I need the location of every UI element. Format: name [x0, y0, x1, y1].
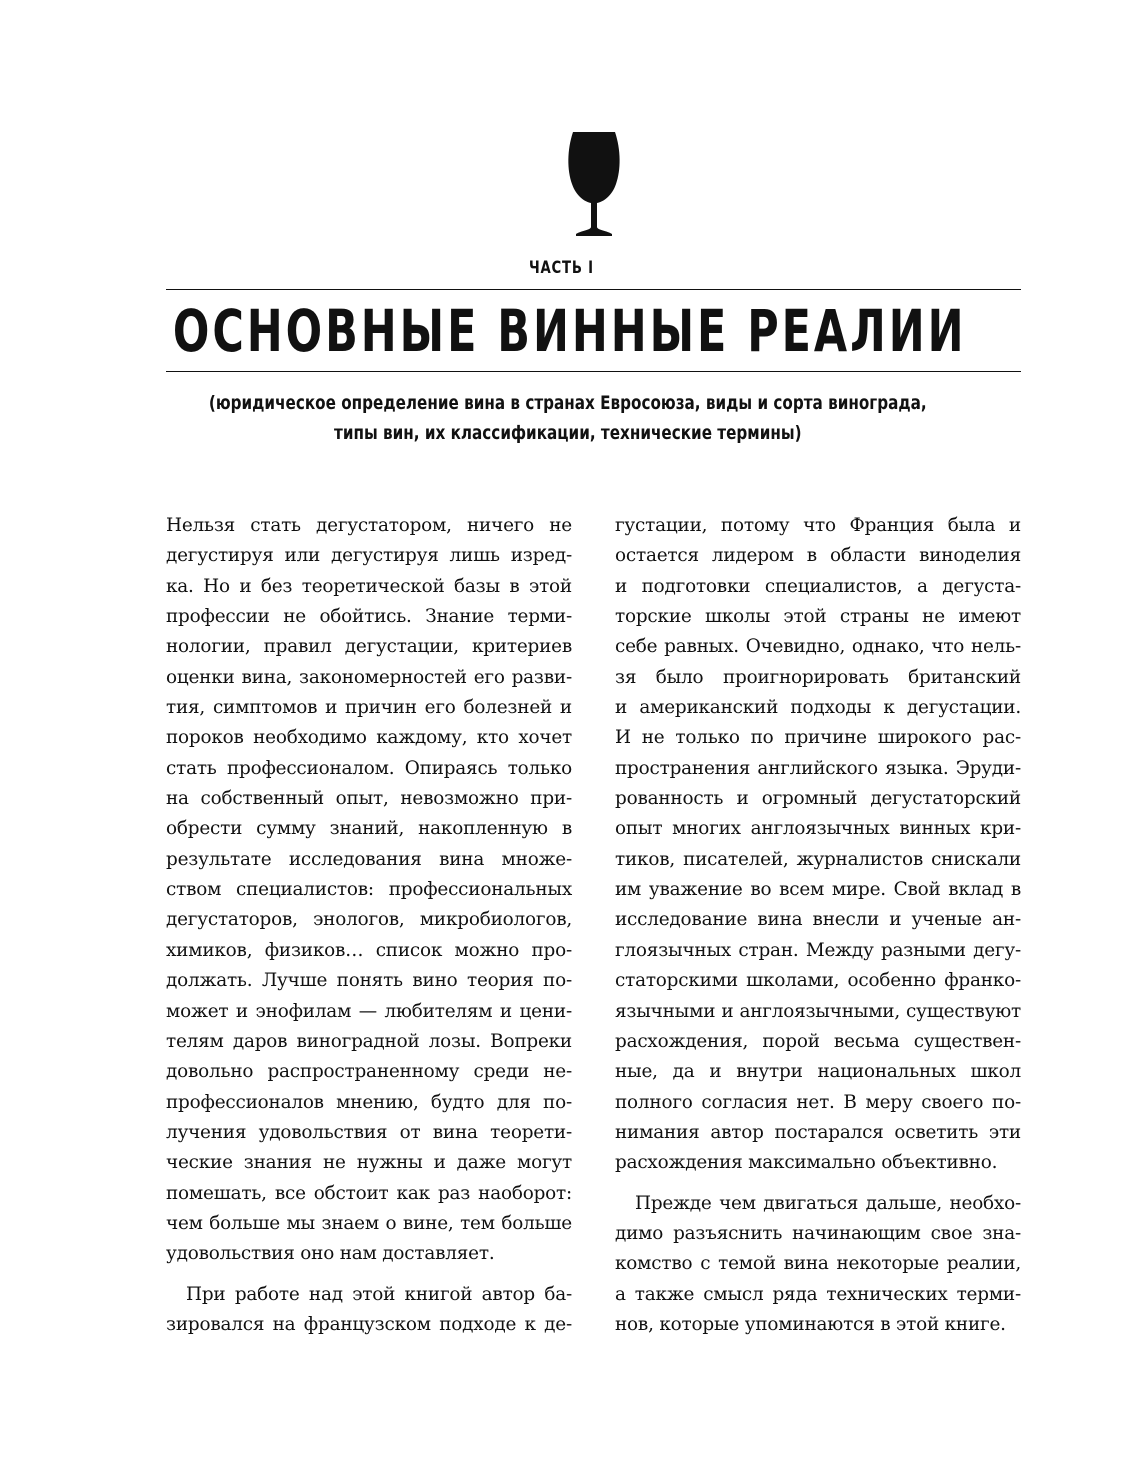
text-line: и американский подходы к дегустации.: [615, 697, 1021, 719]
text-line: чем больше мы знаем о вине, тем больше: [166, 1212, 572, 1234]
text-line: а также смысл ряда технических терми-: [615, 1283, 1021, 1305]
text-line: глоязычных стран. Между разными дегу-: [615, 939, 1021, 961]
right-column: [615, 511, 1021, 1340]
text-line: комство с темой вина некоторые реалии,: [615, 1253, 1021, 1275]
text-line: Прежде чем двигаться дальше, необхо-: [635, 1192, 1021, 1214]
text-line: И не только по причине широкого рас-: [615, 727, 1021, 749]
text-line: исследование вина внесли и ученые ан-: [615, 909, 1021, 931]
text-line: рованность и огромный дегустаторский: [615, 788, 1021, 810]
text-line: помешать, все обстоит как раз наоборот:: [166, 1182, 572, 1204]
text-line: димо разъяснить начинающим свое зна-: [615, 1222, 1021, 1244]
text-line: пространения английского языка. Эруди-: [615, 757, 1021, 779]
text-line: стать профессионалом. Опираясь только: [166, 757, 572, 779]
text-line: дегустаторов, энологов, микробиологов,: [166, 909, 572, 931]
text-line: им уважение во всем мире. Свой вклад в: [615, 879, 1021, 901]
paragraph: [615, 511, 1021, 1179]
text-line: оценки вина, закономерностей его разви-: [166, 666, 572, 688]
paragraph: [166, 511, 572, 1270]
text-line: себе равных. Очевидно, однако, что нель-: [615, 636, 1021, 658]
text-line: химиков, физиков… список можно про-: [166, 939, 572, 961]
text-line: ческие знания не нужны и даже могут: [166, 1152, 572, 1174]
text-line: густации, потому что Франция была и: [615, 515, 1021, 536]
text-line: лучения удовольствия от вина теорети-: [166, 1121, 572, 1143]
subtitle-line: (юридическое определение вина в странах Евросоюза, виды и сорта винограда,: [208, 392, 927, 414]
text-line: удовольствия оно нам доставляет.: [166, 1243, 495, 1265]
text-line: обрести сумму знаний, накопленную в: [166, 818, 572, 840]
text-line: зировался на французском подходе к де-: [166, 1313, 572, 1335]
text-line: статорскими школами, особенно франко-: [615, 970, 1021, 992]
text-line: ные, да и внутри национальных школ: [615, 1061, 1021, 1083]
text-line: профессионалов мнению, будто для по-: [166, 1091, 572, 1113]
text-line: расхождения максимально объективно.: [615, 1152, 998, 1174]
text-line: на собственный опыт, невозможно при-: [166, 788, 572, 810]
text-line: ством специалистов: профессиональных: [166, 879, 572, 901]
text-line: нимания автор постарался осветить эти: [615, 1121, 1021, 1143]
text-line: тиков, писателей, журналистов снискали: [615, 848, 1021, 870]
title-rule-top: [166, 289, 1021, 290]
text-line: может и энофилам — любителям и цени-: [166, 1000, 572, 1022]
title-rule-bottom: [166, 371, 1021, 372]
paragraph: [166, 1280, 572, 1341]
text-line: остается лидером в области виноделия: [615, 545, 1021, 567]
subtitle: [119, 388, 1017, 448]
text-line: дегустируя или дегустируя лишь изред-: [166, 545, 572, 567]
subtitle-line: типы вин, их классификации, технические термины): [334, 422, 802, 444]
text-line: полного согласия нет. В меру своего по-: [615, 1091, 1021, 1113]
text-line: ка. Но и без теоретической базы в этой: [166, 575, 572, 597]
part-label: ЧАСТЬ I: [528, 258, 594, 278]
left-column: [166, 511, 572, 1340]
text-line: нов, которые упоминаются в этой книге.: [615, 1313, 1006, 1335]
text-line: При работе над этой книгой автор ба-: [186, 1283, 572, 1305]
text-line: опыт многих англоязычных винных кри-: [615, 818, 1021, 840]
text-line: расхождения, порой весьма существен-: [615, 1030, 1021, 1052]
text-line: пороков необходимо каждому, кто хочет: [166, 727, 572, 749]
text-line: зя было проигнорировать британский: [615, 666, 1021, 688]
paragraph: [615, 1189, 1021, 1341]
text-line: довольно распространенному среди не-: [166, 1061, 572, 1083]
text-line: язычными и англоязычными, существуют: [615, 1000, 1021, 1022]
text-line: торские школы этой страны не имеют: [615, 606, 1021, 628]
text-line: нологии, правил дегустации, критериев: [166, 636, 572, 658]
text-line: тия, симптомов и причин его болезней и: [166, 697, 572, 719]
text-line: и подготовки специалистов, а дегуста-: [615, 575, 1021, 597]
text-line: результате исследования вина множе-: [166, 848, 572, 870]
wine-glass-icon: [567, 130, 621, 240]
text-line: профессии не обойтись. Знание терми-: [166, 606, 572, 628]
text-line: телям даров виноградной лозы. Вопреки: [166, 1030, 572, 1052]
text-line: должать. Лучше понять вино теория по-: [166, 970, 572, 992]
text-line: Нельзя стать дегустатором, ничего не: [166, 515, 572, 536]
page-title: ОСНОВНЫЕ ВИННЫЕ РЕАЛИИ: [172, 297, 967, 365]
